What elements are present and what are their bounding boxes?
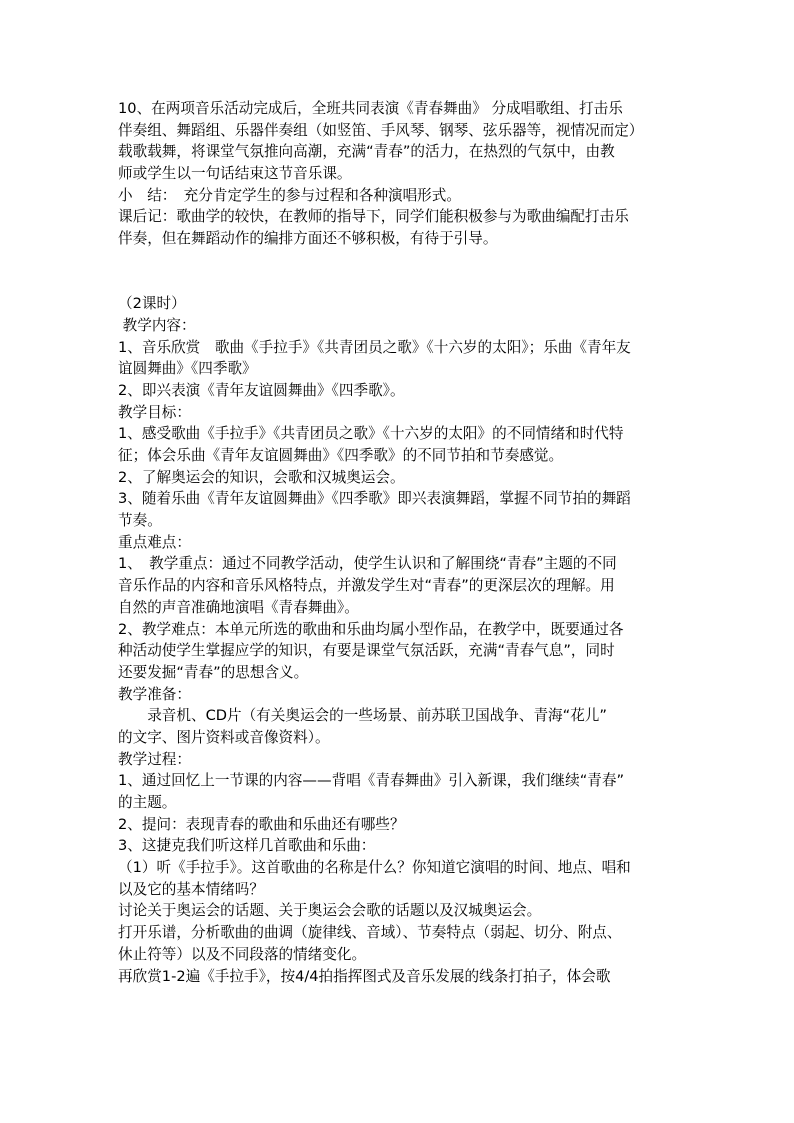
text-line: 3、这捷克我们听这样几首歌曲和乐曲： bbox=[118, 837, 376, 855]
text-line: 还要发掘“青春”的思想含义。 bbox=[118, 663, 309, 681]
text-line: 再欣赏1-2遍《手拉手》，按4/4拍指挥图式及音乐发展的线条打拍子，体会歌 bbox=[118, 967, 611, 985]
section-lesson-2 bbox=[118, 293, 678, 987]
text-line: 伴奏组、舞蹈组、乐器伴奏组（如竖笛、手风琴、钢琴、弦乐器等，视情况而定） bbox=[118, 121, 644, 139]
section-gap bbox=[118, 250, 678, 293]
text-line: 教学过程： bbox=[118, 750, 191, 768]
text-line: 10、在两项音乐活动完成后，全班共同表演《青春舞曲》 分成唱歌组、打击乐 bbox=[118, 100, 623, 117]
text-line: 自然的声音准确地演唱《青春舞曲》。 bbox=[118, 598, 359, 616]
section-lesson-end bbox=[118, 98, 678, 250]
text-line: 音乐作品的内容和音乐风格特点，并激发学生对“青春”的更深层次的理解。用 bbox=[118, 577, 615, 595]
text-line: 教学准备： bbox=[118, 685, 191, 703]
text-line: 征；体会乐曲《青年友谊圆舞曲》《四季歌》的不同节拍和节奏感觉。 bbox=[118, 447, 564, 465]
text-line: （1）听《手拉手》。这首歌曲的名称是什么？你知道它演唱的时间、地点、唱和 bbox=[118, 859, 631, 877]
text-line: 教学内容： bbox=[118, 316, 196, 334]
text-line: 种活动使学生掌握应学的知识，有要是课堂气氛活跃，充满“青春气息”，同时 bbox=[118, 642, 615, 660]
text-line: 重点难点： bbox=[118, 533, 191, 551]
text-line: 的文字、图片资料或音像资料）。 bbox=[118, 728, 330, 746]
text-line: 打开乐谱，分析歌曲的曲调（旋律线、音域）、节奏特点（弱起、切分、附点、 bbox=[118, 924, 622, 942]
text-line: 教学目标： bbox=[118, 403, 191, 421]
text-line: 2、教学难点：本单元所选的歌曲和乐曲均属小型作品，在教学中，既要通过各 bbox=[118, 620, 624, 638]
text-line: 1、音乐欣赏 歌曲《手拉手》《共青团员之歌》《十六岁的太阳》；乐曲《青年友 bbox=[118, 338, 631, 356]
text-line: 1、感受歌曲《手拉手》《共青团员之歌》《十六岁的太阳》的不同情绪和时代特 bbox=[118, 425, 624, 443]
text-line: 2、提问：表现青春的歌曲和乐曲还有哪些？ bbox=[118, 815, 405, 833]
text-line: 讨论关于奥运会的话题、关于奥运会会歌的话题以及汉城奥运会。 bbox=[118, 902, 542, 920]
text-line: 3、随着乐曲《青年友谊圆舞曲》《四季歌》即兴表演舞蹈，掌握不同节拍的舞蹈 bbox=[118, 490, 631, 508]
text-line: 的主题。 bbox=[118, 794, 177, 812]
text-line: 休止符等）以及不同段落的情绪变化。 bbox=[118, 945, 367, 963]
text-line: 节奏。 bbox=[118, 512, 162, 530]
text-line: 载歌载舞，将课堂气氛推向高潮，充满“青春”的活力，在热烈的气氛中，由教 bbox=[118, 143, 615, 161]
text-line: 1、通过回忆上一节课的内容——背唱《青春舞曲》引入新课，我们继续“青春” bbox=[118, 772, 625, 790]
text-line: 师或学生以一句话结束这节音乐课。 bbox=[118, 165, 352, 183]
text-line: 2、即兴表演《青年友谊圆舞曲》《四季歌》。 bbox=[118, 381, 405, 399]
text-line: 课后记：歌曲学的较快，在教师的指导下，同学们能积极参与为歌曲编配打击乐 bbox=[118, 208, 629, 226]
document-page bbox=[118, 98, 678, 987]
text-line: 1、 教学重点：通过不同教学活动，使学生认识和了解围绕“青春”主题的不同 bbox=[118, 555, 617, 573]
text-line: 伴奏，但在舞蹈动作的编排方面还不够积极，有待于引导。 bbox=[118, 230, 498, 248]
text-line: 谊圆舞曲》《四季歌》 bbox=[118, 360, 257, 378]
text-line: 录音机、CD片（有关奥运会的一些场景、前苏联卫国战争、青海“花儿” bbox=[118, 707, 607, 725]
text-line: 以及它的基本情绪吗？ bbox=[118, 880, 264, 898]
text-line: 2、了解奥运会的知识，会歌和汉城奥运会。 bbox=[118, 468, 405, 486]
text-line: 小 结： 充分肯定学生的参与过程和各种演唱形式。 bbox=[118, 186, 461, 204]
text-line: （2课时） bbox=[118, 295, 186, 313]
